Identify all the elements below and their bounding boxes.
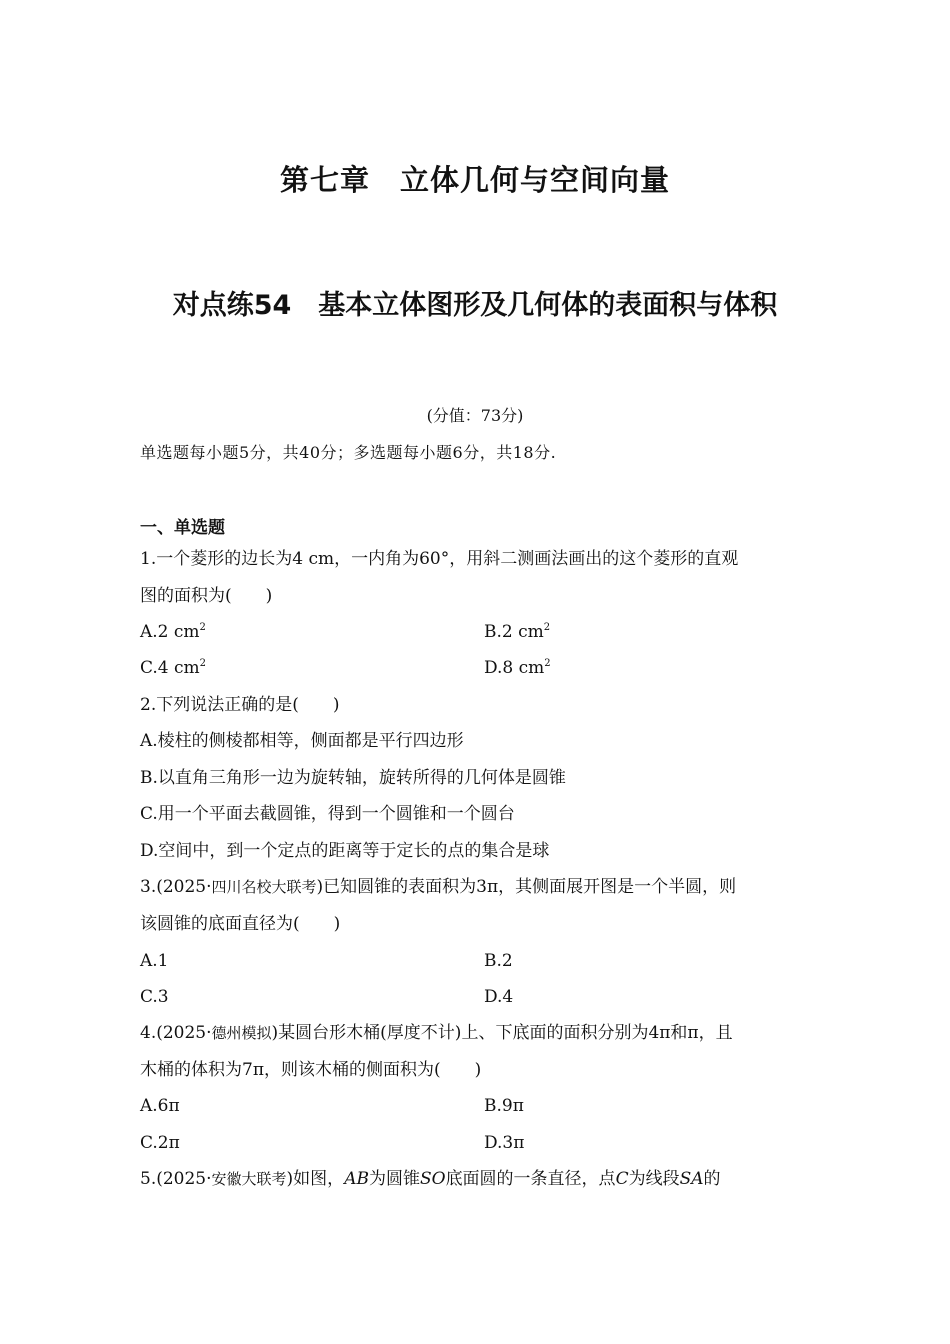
q4-stem-text: )某圆台形木桶(厚度不计)上、下底面的面积分别为4π和π，且 — [271, 1023, 733, 1043]
q1-stem-line1: 1.一个菱形的边长为4 cm，一内角为60°，用斜二测画法画出的这个菱形的直观 — [140, 549, 739, 569]
q4-number: 4.(2025· — [140, 1023, 212, 1043]
q5-text: 的 — [703, 1169, 721, 1189]
q3-option-b: B.2 — [484, 951, 513, 971]
q3-stem-text: )已知圆锥的表面积为3π，其侧面展开图是一个半圆，则 — [316, 877, 737, 897]
q1-option-d — [484, 656, 551, 680]
q5-var-c: C — [615, 1169, 629, 1189]
exercise-title: 对点练54 基本立体图形及几何体的表面积与体积 — [172, 290, 778, 321]
q4-option-d: D.3π — [484, 1133, 525, 1153]
q4-stem-line2: 木桶的体积为7π，则该木桶的侧面积为( ) — [140, 1060, 482, 1080]
q4-source: 德州模拟 — [211, 1024, 272, 1042]
q4-option-b: B.9π — [484, 1096, 524, 1116]
q5-text: 底面圆的一条直径，点 — [445, 1169, 616, 1189]
scoring-rule: 单选题每小题5分，共40分；多选题每小题6分，共18分. — [140, 443, 557, 462]
q5-source: 安徽大联考 — [211, 1170, 287, 1188]
q1-stem-line2: 图的面积为( ) — [140, 586, 273, 606]
q5-var-ab: AB — [344, 1169, 369, 1189]
q3-stem-line2: 该圆锥的底面直径为( ) — [140, 914, 341, 934]
q5-stem-line1 — [140, 1167, 721, 1191]
superscript: 2 — [544, 658, 551, 669]
q2-option-b: B.以直角三角形一边为旋转轴，旋转所得的几何体是圆锥 — [140, 768, 566, 788]
q1-option-a-text: A.2 cm — [140, 622, 200, 642]
q1-option-b-text: B.2 cm — [484, 622, 544, 642]
q5-var-sa: SA — [679, 1169, 704, 1189]
q5-text: 为线段 — [628, 1169, 680, 1189]
chapter-title: 第七章 立体几何与空间向量 — [279, 163, 670, 197]
q4-option-c: C.2π — [140, 1133, 180, 1153]
q5-var-so: SO — [419, 1169, 446, 1189]
q1-option-a — [140, 620, 206, 644]
score-note: (分值：73分) — [426, 406, 524, 425]
q3-option-a: A.1 — [140, 951, 169, 971]
q3-option-c: C.3 — [140, 987, 169, 1007]
superscript: 2 — [199, 658, 207, 669]
q3-option-d: D.4 — [484, 987, 514, 1007]
q5-number: 5.(2025· — [140, 1169, 212, 1189]
q2-option-d: D.空间中，到一个定点的距离等于定长的点的集合是球 — [140, 841, 550, 861]
q3-source: 四川名校大联考 — [211, 878, 317, 896]
q5-text: 为圆锥 — [368, 1169, 420, 1189]
q1-option-d-text: D.8 cm — [484, 658, 545, 678]
superscript: 2 — [199, 622, 206, 633]
q3-stem-line1 — [140, 875, 736, 899]
superscript: 2 — [543, 622, 551, 633]
q1-option-b — [484, 620, 550, 644]
section-heading: 一、单选题 — [140, 518, 225, 538]
q3-number: 3.(2025· — [140, 877, 212, 897]
q5-text: )如图， — [286, 1169, 345, 1189]
q1-option-c — [140, 656, 206, 680]
q4-stem-line1 — [140, 1021, 733, 1045]
q1-option-c-text: C.4 cm — [140, 658, 200, 678]
q4-option-a: A.6π — [140, 1096, 180, 1116]
q2-stem: 2.下列说法正确的是( ) — [140, 695, 340, 715]
q2-option-a: A.棱柱的侧棱都相等，侧面都是平行四边形 — [140, 731, 464, 751]
q2-option-c: C.用一个平面去截圆锥，得到一个圆锥和一个圆台 — [140, 804, 515, 824]
